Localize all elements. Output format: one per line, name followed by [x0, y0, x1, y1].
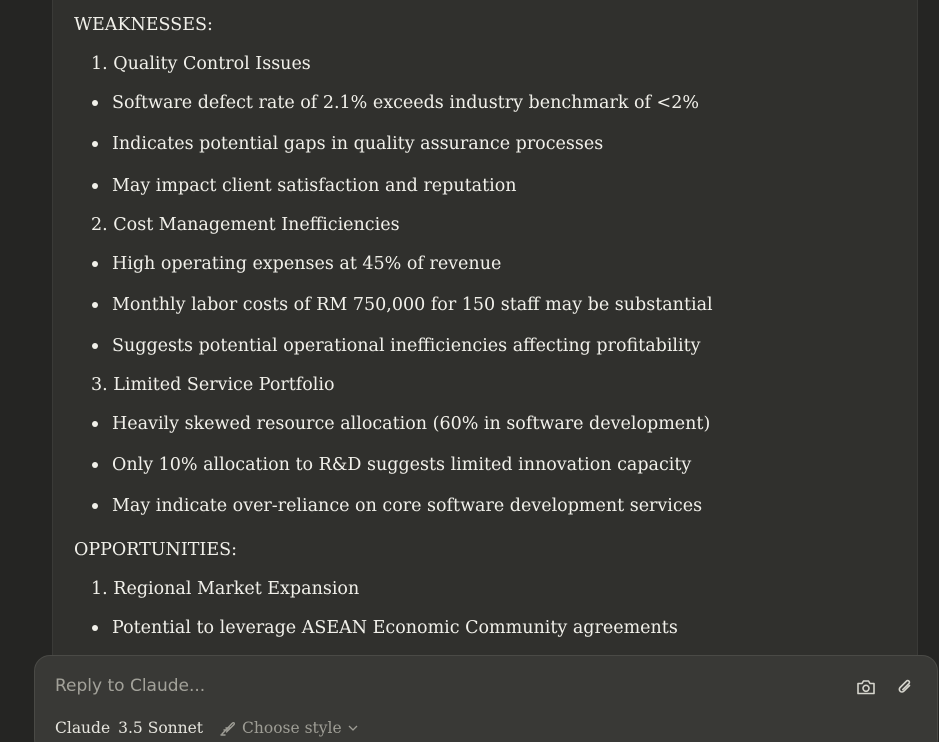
choose-style-label: Choose style — [242, 719, 342, 737]
list-item-number: 1. Quality Control Issues — [91, 54, 311, 74]
list-item-number: 3. Limited Service Portfolio — [91, 375, 335, 395]
camera-icon[interactable] — [853, 674, 879, 700]
bullet-text: Indicates potential gaps in quality assurance processes — [112, 134, 604, 154]
bullet-text: Suggests potential operational inefficiencies affecting profitability — [112, 336, 701, 356]
page-background-right — [917, 0, 939, 742]
bullet-dot — [92, 503, 98, 509]
model-selector[interactable] — [55, 719, 363, 737]
bullet-dot — [92, 183, 98, 189]
bullet-dot — [92, 462, 98, 468]
section-heading-weaknesses: WEAKNESSES: — [74, 15, 213, 35]
bullet-text: Monthly labor costs of RM 750,000 for 150 staff may be substantial — [112, 295, 713, 315]
page-background-left — [0, 0, 52, 742]
chevron-down-icon — [348, 724, 358, 732]
bullet-dot — [92, 261, 98, 267]
bullet-dot — [92, 100, 98, 106]
bullet-dot — [92, 343, 98, 349]
list-item-number: 1. Regional Market Expansion — [91, 579, 360, 599]
bullet-text: May indicate over-reliance on core software development services — [112, 496, 703, 516]
model-version: 3.5 Sonnet — [118, 719, 204, 737]
bullet-text: High operating expenses at 45% of revenue — [112, 254, 502, 274]
bullet-text: May impact client satisfaction and reputation — [112, 176, 517, 196]
bullet-dot — [92, 302, 98, 308]
bullet-text: Only 10% allocation to R&D suggests limited innovation capacity — [112, 455, 692, 475]
bullet-dot — [92, 625, 98, 631]
reply-input[interactable] — [55, 676, 795, 696]
model-name: Claude — [55, 719, 111, 737]
bullet-text: Potential to leverage ASEAN Economic Community agreements — [112, 618, 678, 638]
list-item-number: 2. Cost Management Inefficiencies — [91, 215, 400, 235]
choose-style-button[interactable] — [219, 719, 363, 737]
assistant-message — [52, 0, 918, 742]
bullet-text: Heavily skewed resource allocation (60% in software development) — [112, 414, 711, 434]
reply-composer — [34, 655, 938, 742]
paperclip-icon[interactable] — [892, 674, 918, 700]
bullet-dot — [92, 421, 98, 427]
bullet-dot — [92, 141, 98, 147]
section-heading-opportunities: OPPORTUNITIES: — [74, 540, 238, 560]
bullet-text: Software defect rate of 2.1% exceeds industry benchmark of <2% — [112, 93, 699, 113]
feather-pen-icon — [219, 719, 237, 737]
